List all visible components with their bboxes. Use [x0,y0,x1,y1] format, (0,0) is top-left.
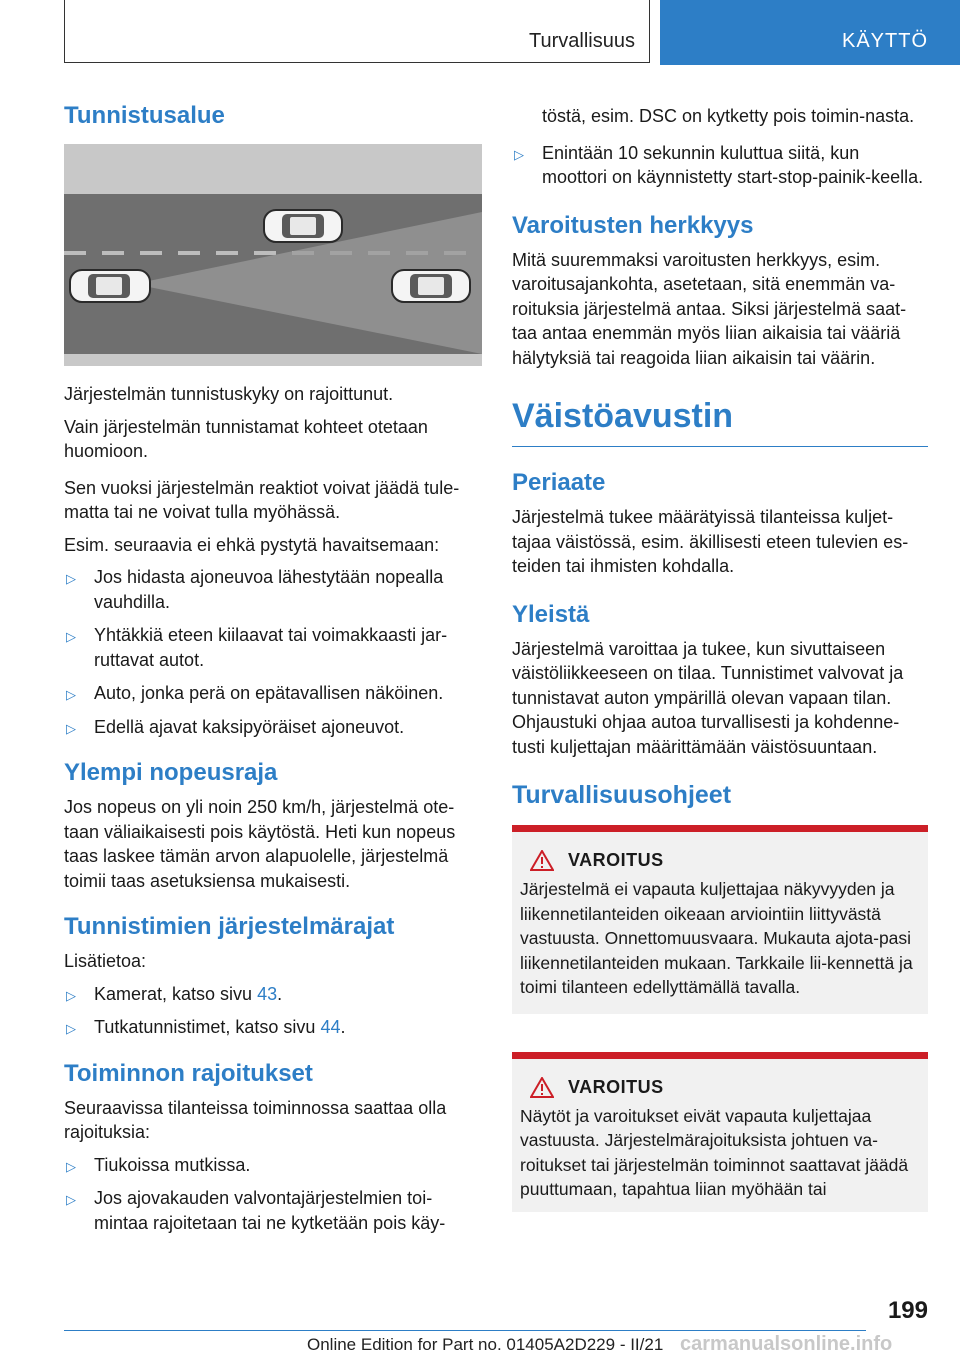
heading-warning-sensitivity: Varoitusten herkkyys [512,211,754,239]
paragraph: Jos nopeus on yli noin 250 km/h, järjestelmä ote-taan väliaikaisesti pois käytöstä. Heti kun nopeus taas laskee tämän arvon alapuolelle, järjestelmä toimii taas asetuksiensa mukaisesti. [64,797,456,891]
header-chapter-tab [660,0,960,65]
list-item: ▷ Enintään 10 sekunnin kuluttua siitä, kun moottori on käynnistetty start-stop-painik-keella. [514,142,924,187]
list-item: ▷ Jos ajovakauden valvontajärjestelmien toi-mintaa rajoitetaan tai ne kytketään pois käy- [66,1188,446,1233]
watermark: carmanualsonline.info [680,1333,893,1355]
list-item: ▷ Tutkatunnistimet, katso sivu 44. [64,1015,482,1040]
triangle-bullet-icon: ▷ [66,571,76,586]
paragraph: Järjestelmä varoittaa ja tukee, kun sivuttaiseen väistöliikkeeseen on tilaa. Tunnistimet valvovat ja tunnistavat auton ympärillä olevan vapaan tilan. Ohjaustuki ohjaa autoa turvallisesti ja kohdenne-tusti kuljettajan määrittämään väistösuuntaan. [512,638,904,757]
footer-rule [64,1330,866,1331]
edition-text: Online Edition for Part no. 01405A2D229 - II/21 [307,1335,664,1354]
list-item: ▷ Auto, jonka perä on epätavallisen näköinen. [64,681,482,706]
paragraph: Lisätietoa: [64,951,147,971]
warning-box [512,825,928,1014]
warning-triangle-icon [530,1077,554,1098]
road-diagram [64,144,482,366]
triangle-bullet-icon: ▷ [66,687,76,702]
heading-safety-notes: Turvallisuusohjeet [512,781,732,809]
page-link-44[interactable]: 44 [320,1017,341,1037]
page-link-43[interactable]: 43 [257,983,278,1004]
paragraph: Vain järjestelmän tunnistamat kohteet otetaan huomioon. [64,416,428,461]
triangle-bullet-icon: ▷ [66,1158,76,1174]
list-item-continued: töstä, esim. DSC on kytketty pois toimin-nasta. [542,106,915,126]
right-column [512,104,928,1212]
heading-detection-range: Tunnistusalue [64,102,225,129]
paragraph: Esim. seuraavia ei ehkä pystytä havaitsemaan: [64,534,440,555]
bullet-list [64,982,482,1040]
page-number: 199 [887,1297,928,1324]
paragraph: Järjestelmän tunnistuskyky on rajoittunut. [64,384,394,404]
warning-text: Järjestelmä ei vapauta kuljettajaa näkyvyyden ja liikennetilanteiden oikeaan arviointiin liittyvästä vastuusta. Onnettomuusvaara. Mukauta ajota-pasi liikennetilanteiden mukaan. Tarkkaile lii-kennettä ja toimi tilanteen edellyttämällä tavalla. [520,879,913,997]
left-column [64,100,482,1244]
detection-range-illustration [64,144,482,366]
triangle-bullet-icon: ▷ [66,1192,76,1207]
heading-evasion-aid: Väistöavustin [512,394,928,447]
list-item: ▷ Kamerat, katso sivu 43. [64,982,482,1007]
triangle-bullet-icon: ▷ [514,146,524,162]
triangle-bullet-icon: ▷ [66,987,76,1003]
bullet-list-continued [512,104,928,190]
warning-title: VAROITUS [568,850,664,870]
chapter-title: KÄYTTÖ [841,30,928,52]
heading-sensor-limits: Tunnistimien järjestelmärajat [64,913,395,940]
triangle-bullet-icon: ▷ [66,720,76,736]
triangle-bullet-icon: ▷ [66,1021,76,1036]
heading-principle: Periaate [512,469,606,496]
bullet-list [64,1153,482,1236]
paragraph: Mitä suuremmaksi varoitusten herkkyys, esim. varoitusajankohta, asetetaan, sitä enemmän va-roituksia järjestelmä antaa. Siksi järjestelmä saat-taa antaa enemmän myös liian aikaisia tai vääriä hälytyksiä tai reagoida liian aikaisin tai väärin. [512,249,907,368]
header-section-box [64,0,650,63]
paragraph: Seuraavissa tilanteissa toiminnossa saattaa olla rajoituksia: [64,1097,447,1142]
heading-function-limits: Toiminnon rajoitukset [64,1059,313,1087]
paragraph: Sen vuoksi järjestelmän reaktiot voivat jäädä tule-matta tai ne voivat tulla myöhässä. [64,477,460,522]
vehicle-own [70,270,150,302]
triangle-bullet-icon: ▷ [66,629,76,644]
paragraph: Järjestelmä tukee määrätyissä tilanteissa kuljet-tajaa väistössä, esim. äkillisesti eteen tulevien es-teiden tai ihmisten kohdalla. [512,507,909,576]
list-item: ▷ Jos hidasta ajoneuvoa lähestytään nopealla vauhdilla. [66,567,444,612]
heading-general: Yleistä [512,600,590,628]
warning-header [520,850,920,871]
heading-upper-speed-limit: Ylempi nopeusraja [64,759,278,786]
warning-text: Näytöt ja varoitukset eivät vapauta kuljettajaa vastuusta. Järjestelmärajoituksista johtuen va-roitukset tai järjestelmän toiminnot saattavat jäädä puuttumaan, tapahtua liian myöhään tai [520,1105,909,1199]
vehicle-front-top [264,210,342,242]
list-item: ▷ Tiukoissa mutkissa. [64,1153,482,1178]
list-item: ▷ Yhtäkkiä eteen kiilaavat tai voimakkaasti jar-ruttavat autot. [66,625,448,670]
vehicle-front-bottom [392,270,470,302]
warning-triangle-icon [530,850,554,871]
warning-title: VAROITUS [568,1076,664,1097]
list-item: ▷ Edellä ajavat kaksipyöräiset ajoneuvot. [64,715,482,740]
warning-box [512,1052,928,1212]
warning-header [520,1077,920,1098]
section-title: Turvallisuus [529,30,635,52]
bullet-list [64,565,482,739]
